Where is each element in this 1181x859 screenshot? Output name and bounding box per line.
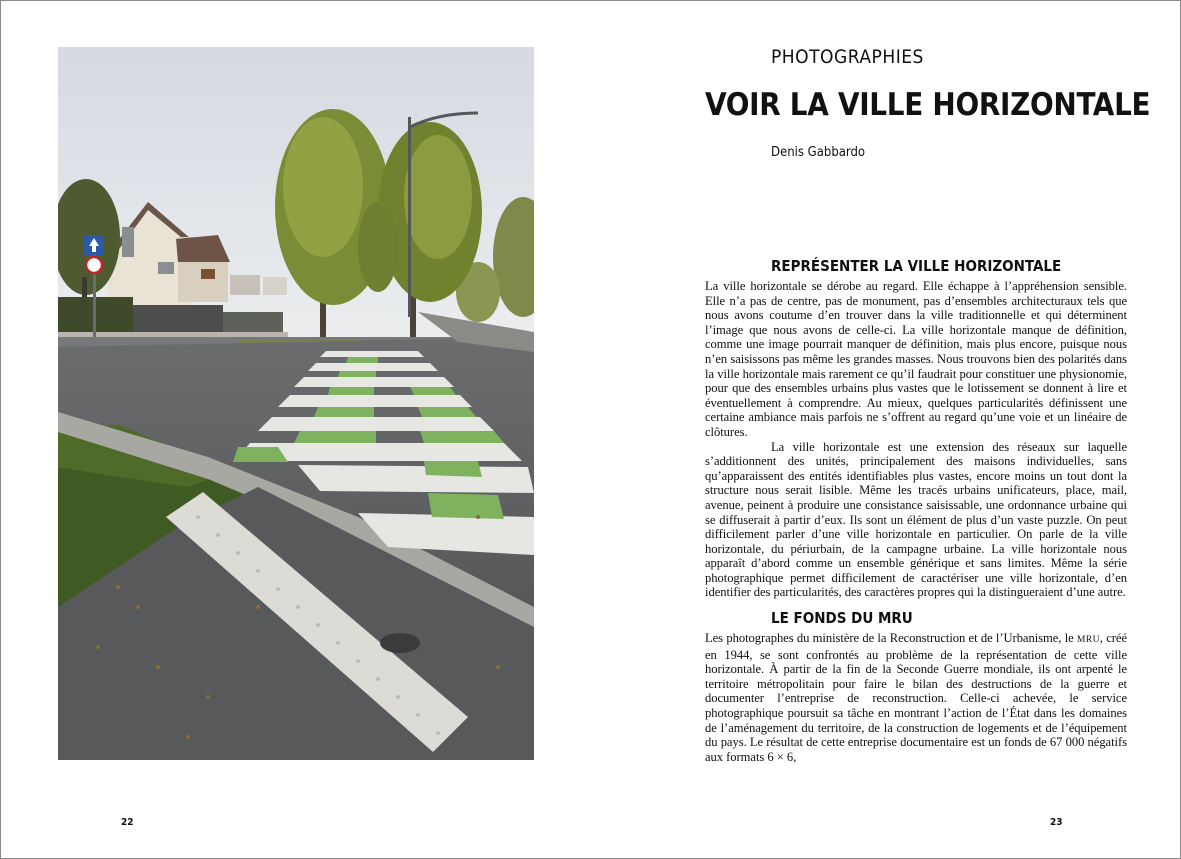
section-heading-representer: REPRÉSENTER LA VILLE HORIZONTALE bbox=[771, 257, 1062, 275]
paragraph-2: La ville horizontale est une extension des réseaux sur laquelle s’additionnent des unités, principalement des maisons individuelles, sans qu’apparaissent des entités identifiables plus vastes, encore moins un tout dont la structure nous serait lisible. Même les tracés urbains unificateurs, place, mail, avenue, peinent à produire une consistance saisissable, une ordonnance urbaine qui se diffuserait à partir d’eux. Ils sont un élément de plus d’un vaste puzzle. On peut difficilement parler d’une ville horizontale en particulier. On parle de la ville horizontale, du périurbain, de la campagne urbaine. La ville horizontale nous apparaît d’abord comme un ensemble générique et sans limites. Même la série photographique permet difficilement de caractériser une ville horizontale, d’en identifier des particularités, des caractères propres qui la distingueraient d’une autre. bbox=[705, 439, 1127, 600]
author-name: Denis Gabbardo bbox=[771, 145, 866, 160]
paragraph-3-end: , créé en 1944, se sont confrontés au problème de la représentation de cette ville horizontale. À partir de la fin de la Seconde Guerre mondiale, ils ont arpenté le territoire métropolitain pour faire le bilan des destructions de la guerre et documenter l’entreprise de reconstruction. Celle-ci achevée, le service photographique poursuit sa tâche en montrant l’action de l’État dans les domaines de l’aménagement du territoire, de la construction de logements et de l’équipement du pays. Le résultat de cette entreprise documentaire est un fonds de 67 000 négatifs aux formats 6 × 6, bbox=[705, 631, 1127, 764]
paragraph-3-start: Les photographes du ministère de la Reconstruction et de l’Urbanisme, le bbox=[705, 631, 1077, 645]
section-body-representer bbox=[705, 279, 1127, 600]
page-number-left: 22 bbox=[121, 817, 134, 828]
article-title: VOIR LA VILLE HORIZONTALE bbox=[705, 87, 1151, 123]
street-photograph bbox=[58, 47, 534, 760]
section-body-fonds-mru bbox=[705, 631, 1127, 764]
speed-limit-30-icon bbox=[86, 257, 102, 273]
paragraph-1: La ville horizontale se dérobe au regard. Elle échappe à l’appréhension sensible. Elle n’a pas de centre, pas de monument, pas d’ensembles architecturaux tels que nous avons coutume d’en trouver dans la ville traditionnelle et qui déterminent l’image que nous avons de celle-ci. La ville horizontale manque de définition, comme une image pourrait manquer de définition, mais plus encore, puisque nous n’en saisissons pas même les grandes masses. Nous trouvons bien des polarités dans la ville horizontale mais rarement ce qu’il faudrait pour constituer une physionomie, pour que des ensembles urbains plus vastes que le lotissement se donnent à lire et éventuellement à comprendre. Au mieux, quelques particularités définissent une certaine ambiance mais parfois ne s’offrent au regard qu’une voie et un linéaire de clôtures. bbox=[705, 279, 1127, 439]
section-heading-fonds-mru: LE FONDS DU MRU bbox=[771, 609, 913, 627]
paragraph-3 bbox=[705, 631, 1127, 764]
abbreviation-mru: MRU bbox=[1076, 635, 1100, 645]
page-number-right: 23 bbox=[1050, 817, 1063, 828]
section-label: PHOTOGRAPHIES bbox=[771, 46, 924, 68]
